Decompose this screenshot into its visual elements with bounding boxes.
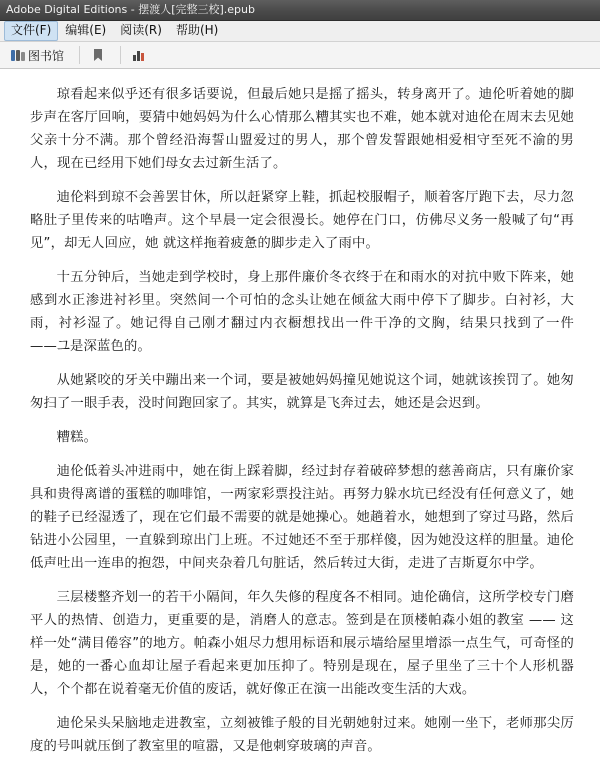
- library-icon: [10, 48, 24, 62]
- paragraph: 糟糕。: [56, 430, 98, 445]
- menu-item-file[interactable]: 文件(F): [4, 21, 58, 41]
- window-title-bar: [0, 0, 600, 21]
- chart-icon: [132, 48, 146, 62]
- menu-item-read[interactable]: 阅读(R): [120, 23, 162, 37]
- library-button-label: 图书馆: [28, 48, 65, 63]
- reading-stats-button[interactable]: [128, 42, 154, 68]
- toolbar-separator: [79, 46, 80, 64]
- reading-pane[interactable]: [0, 69, 600, 769]
- library-button[interactable]: [6, 42, 72, 68]
- menu-bar: [0, 21, 600, 42]
- paragraph: 三层楼整齐划一的若干小隔间，年久失修的程度各不相同。迪伦确信，这所学校专门磨平人的热情、创造力，更重要的是，消磨人的意志。签到是在顶楼帕森小姐的教室 —— 这样一处“满目倦容”的地方。帕森小姐尽力想用标语和展示墙给屋里增添一点生气，可奇怪的是，她的一番心血却让屋子看起来更加压抑了。特别是现在，屋子里坐了三十个人形机器人，个个都在说着毫无价值的废话，就好像正在演一出能改变生活的大戏。: [30, 590, 574, 697]
- bookmark-icon: [91, 48, 105, 62]
- paragraph: 迪伦低着头冲进雨中，她在街上踩着脚，经过封存着破碎梦想的慈善商店，只有廉价家具和贵得离谱的蛋糕的咖啡馆，一两家彩票投注站。再努力躲水坑已经没有任何意义了，她的鞋子已经湿透了，现在它们最不需要的就是她操心。她趟着水，她想到了穿过马路，然后钻进小公园里，一直躲到琼出门上班。不过她还不至于那样傻，因为她没这样的胆量。迪伦低声吐出一连串的抱怨，中间夹杂着几句脏话，然后转过大街，走进了吉斯夏尔中学。: [30, 464, 574, 571]
- menu-item-help[interactable]: 帮助(H): [175, 23, 219, 37]
- paragraph: 十五分钟后，当她走到学校时，身上那件廉价冬衣终于在和雨水的对抗中败下阵来，她感到水正渗进衬衫里。突然间一个可怕的念头让她在倾盆大雨中停下了脚步。白衬衫，大雨，衬衫湿了。她记得自己刚才翻过内衣橱想找出一件干净的文胸，结果只找到了一件 ——그是深蓝色的。: [30, 270, 574, 354]
- paragraph: 琼看起来似乎还有很多话要说，但最后她只是摇了摇头，转身离开了。迪伦听着她的脚步声在客厅回响，要猜中她妈妈为什么心情那么糟其实也不难，她本就对迪伦在周末去见她父亲十分不满。那个曾经沿海誓山盟爱过的男人，那个曾发誓跟她相爱相守至死不渝的男人，现在已经用下她们母女去过新生活了。: [30, 87, 574, 171]
- menu-item-edit[interactable]: 编辑(E): [65, 23, 107, 37]
- paragraph: 从她紧咬的牙关中蹦出来一个词，要是被她妈妈撞见她说这个词，她就该挨罚了。她匆匆扫了一眼手表，没时间跑回家了。其实，就算是飞奔过去，她还是会迟到。: [30, 373, 574, 411]
- toolbar-separator-2: [120, 46, 121, 64]
- window-title: Adobe Digital Editions - 摆渡人[完整三校].epub: [6, 3, 255, 16]
- book-page-text: [30, 83, 574, 758]
- paragraph: 迪伦呆头呆脑地走进教室，立刻被锥子般的目光朝她射过来。她刚一坐下，老师那尖厉度的号叫就压倒了教室里的喧嚣，又是他刺穿玻璃的声音。: [30, 716, 574, 754]
- paragraph: 迪伦料到琼不会善罢甘休，所以赶紧穿上鞋，抓起校服帽子，顺着客厅跑下去，尽力忽略肚子里传来的咕噜声。这个早晨一定会很漫长。她停在门口，仿佛尽义务一般喊了句“再见”，却无人回应，她 就这样拖着疲惫的脚步走入了雨中。: [30, 190, 574, 251]
- toolbar: [0, 42, 600, 69]
- bookmark-button[interactable]: [87, 42, 113, 68]
